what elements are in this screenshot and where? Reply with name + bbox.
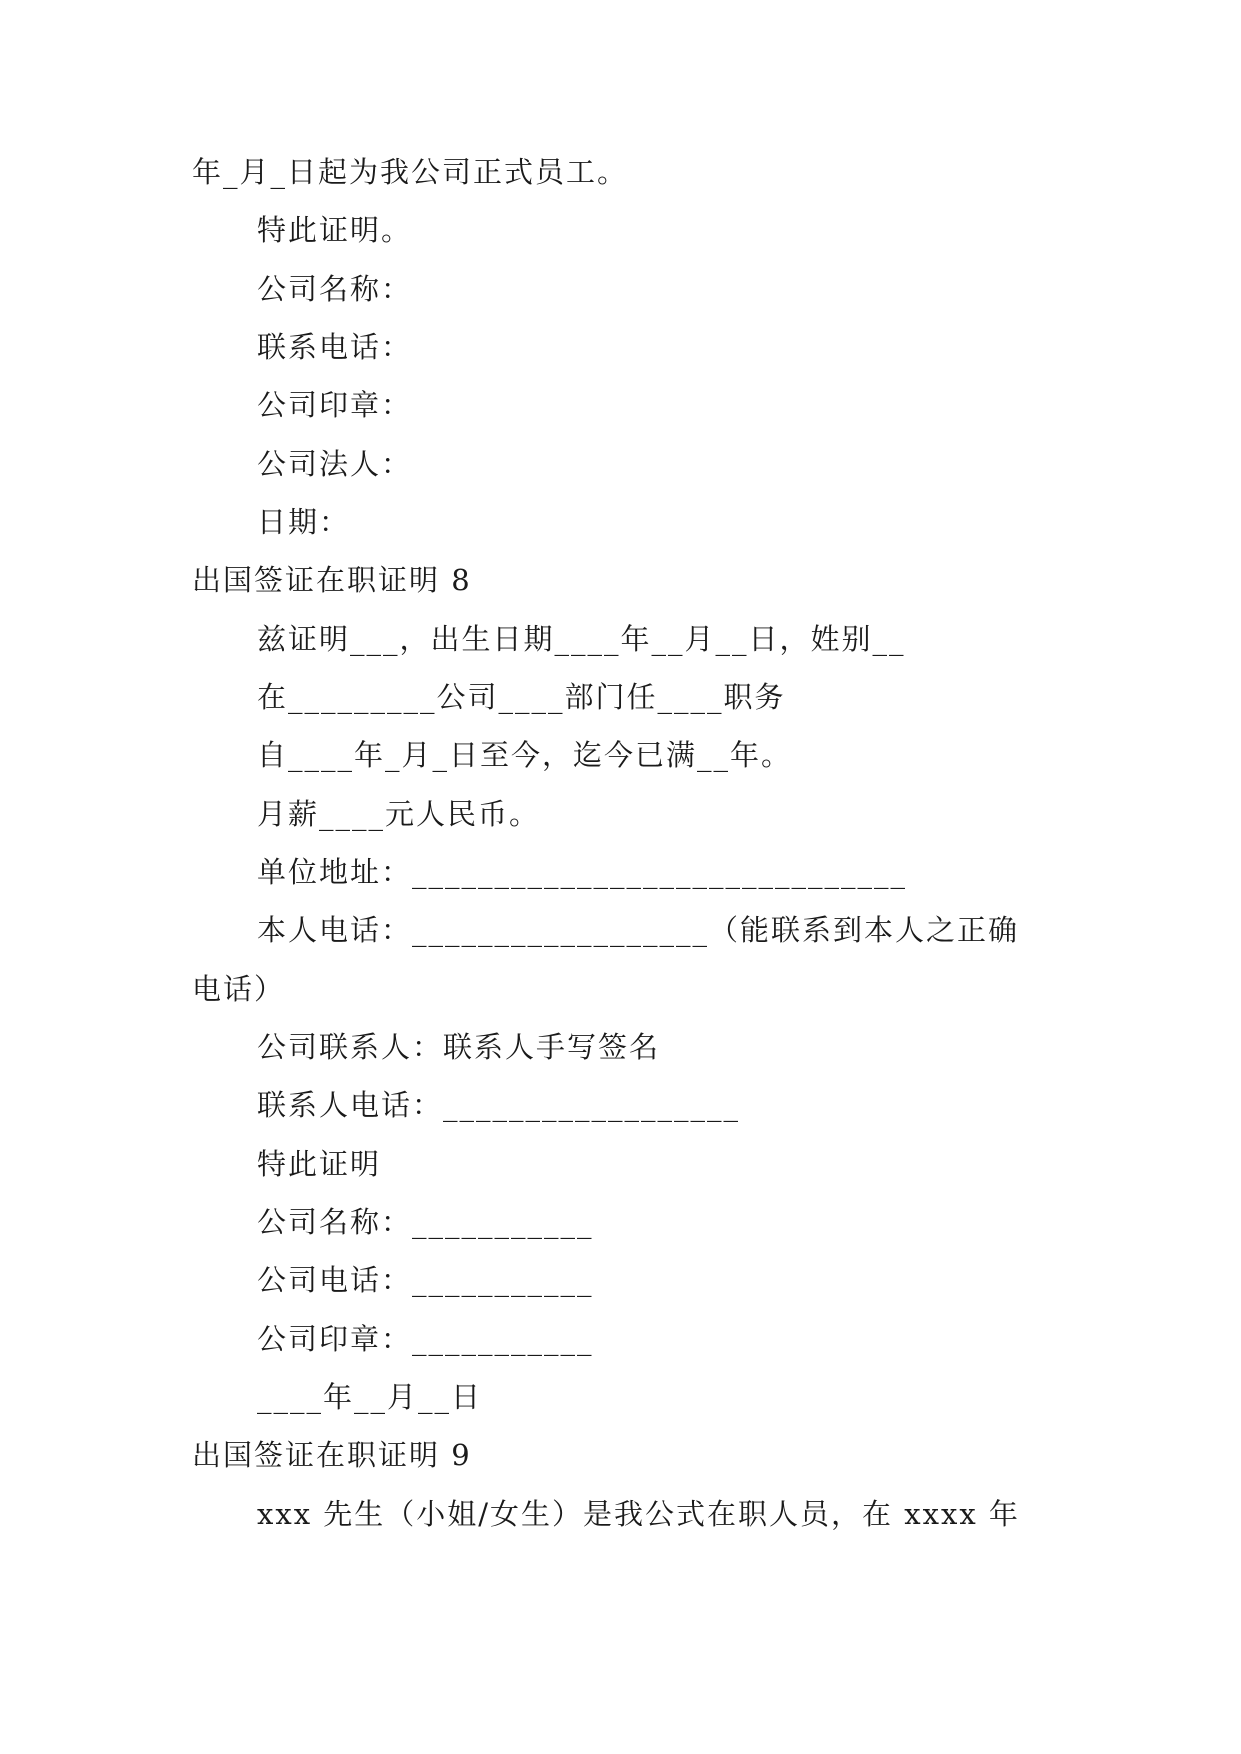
field-contact-person-phone: 联系人电话：__________________ (257, 1088, 741, 1122)
text-line-employee-intro: xxx 先生（小姐/女生）是我公式在职人员，在 xxxx 年 (257, 1497, 1020, 1531)
section-heading-9: 出国签证在职证明 9 (192, 1438, 472, 1472)
field-company-seal-2: 公司印章：___________ (257, 1322, 594, 1356)
section-heading-8: 出国签证在职证明 8 (192, 563, 472, 597)
text-line-position: 在_________公司____部门任____职务 (257, 680, 786, 714)
text-line-salary: 月薪____元人民币。 (257, 797, 541, 831)
field-contact-phone: 联系电话： (257, 330, 413, 364)
field-company-contact: 公司联系人：联系人手写签名 (257, 1030, 661, 1064)
field-company-name: 公司名称： (257, 272, 413, 306)
field-personal-phone: 本人电话：__________________（能联系到本人之正确 (257, 913, 1020, 947)
field-company-phone: 公司电话：___________ (257, 1263, 594, 1297)
field-date-blank: ____年__月__日 (257, 1380, 483, 1414)
text-line-phone-continued: 电话） (192, 972, 286, 1006)
text-line-certify-2: 特此证明 (257, 1147, 382, 1181)
field-company-name-2: 公司名称：___________ (257, 1205, 594, 1239)
text-line-date-start: 年_月_日起为我公司正式员工。 (192, 155, 629, 189)
field-company-address: 单位地址：______________________________ (257, 855, 908, 889)
text-line-identity: 兹证明___，出生日期____年__月__日，姓别__ (257, 622, 906, 656)
text-line-tenure: 自____年_月_日至今，迄今已满__年。 (257, 738, 793, 772)
field-company-legal-person: 公司法人： (257, 447, 413, 481)
field-date: 日期： (257, 505, 351, 539)
field-company-seal: 公司印章： (257, 388, 413, 422)
text-line-certify: 特此证明。 (257, 213, 413, 247)
